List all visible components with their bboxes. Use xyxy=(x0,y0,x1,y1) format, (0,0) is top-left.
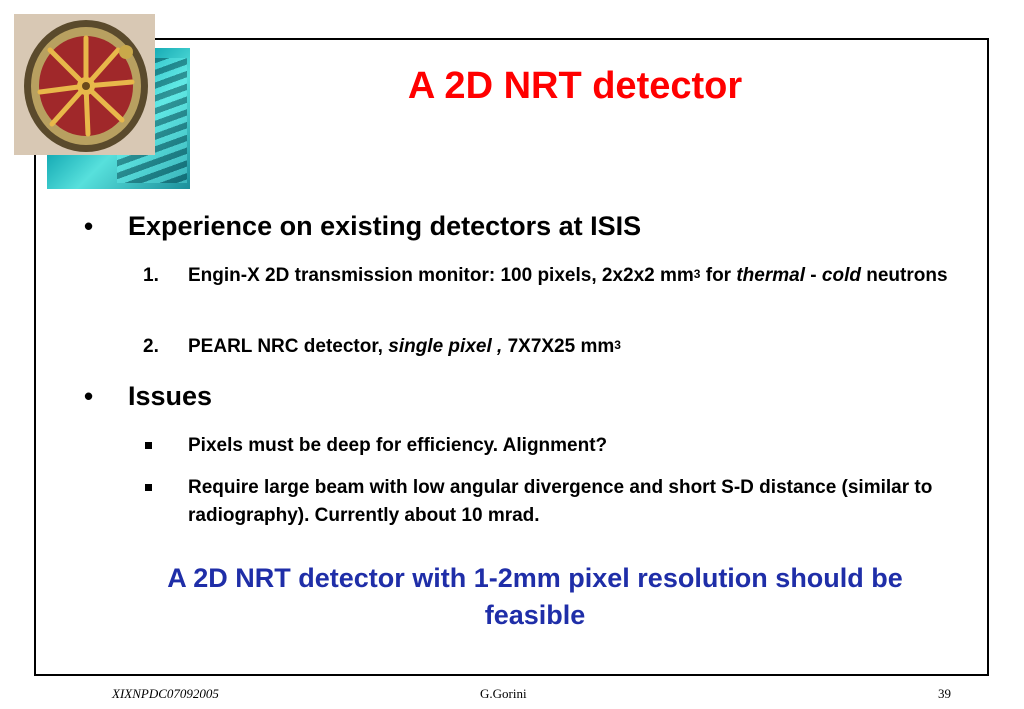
text-run: - xyxy=(805,265,822,286)
bullet-text: Issues xyxy=(128,381,213,411)
list-item-text xyxy=(188,333,988,361)
footer-author: G.Gorini xyxy=(480,686,527,701)
slide-title: A 2D NRT detector xyxy=(407,65,743,107)
brooch-image xyxy=(14,14,155,155)
list-number: 2. xyxy=(143,336,159,357)
list-item-text: Require large beam with low angular divergence and short S-D distance (similar to radiography). Currently about 10 mrad. xyxy=(188,477,933,526)
square-bullet-icon xyxy=(145,442,152,449)
list-item-text: Pixels must be deep for efficiency. Alignment? xyxy=(188,435,608,456)
footer-page-number: 39 xyxy=(938,686,951,701)
text-run: Engin-X 2D transmission monitor: 100 pixels, 2x2x2 mm xyxy=(188,265,694,286)
italic-run: cold xyxy=(821,265,861,286)
list-number: 1. xyxy=(143,265,159,286)
list-item-text xyxy=(188,262,988,290)
conclusion-text: A 2D NRT detector with 1-2mm pixel resolution should be feasible xyxy=(167,563,903,630)
bullet-marker: • xyxy=(84,381,94,411)
square-bullet-icon xyxy=(145,484,152,491)
superscript: 3 xyxy=(693,267,701,281)
bullet-marker: • xyxy=(84,211,94,241)
text-run: 7X7X25 mm xyxy=(502,336,615,357)
text-run: neutrons xyxy=(860,265,948,286)
text-run: PEARL NRC detector, xyxy=(188,336,389,357)
italic-run: single pixel , xyxy=(388,336,503,357)
footer-event-code: XIXNPDC07092005 xyxy=(112,686,219,701)
text-run: for xyxy=(700,265,737,286)
bullet-text: Experience on existing detectors at ISIS xyxy=(128,211,642,241)
italic-run: thermal xyxy=(736,265,805,286)
superscript: 3 xyxy=(614,338,621,352)
